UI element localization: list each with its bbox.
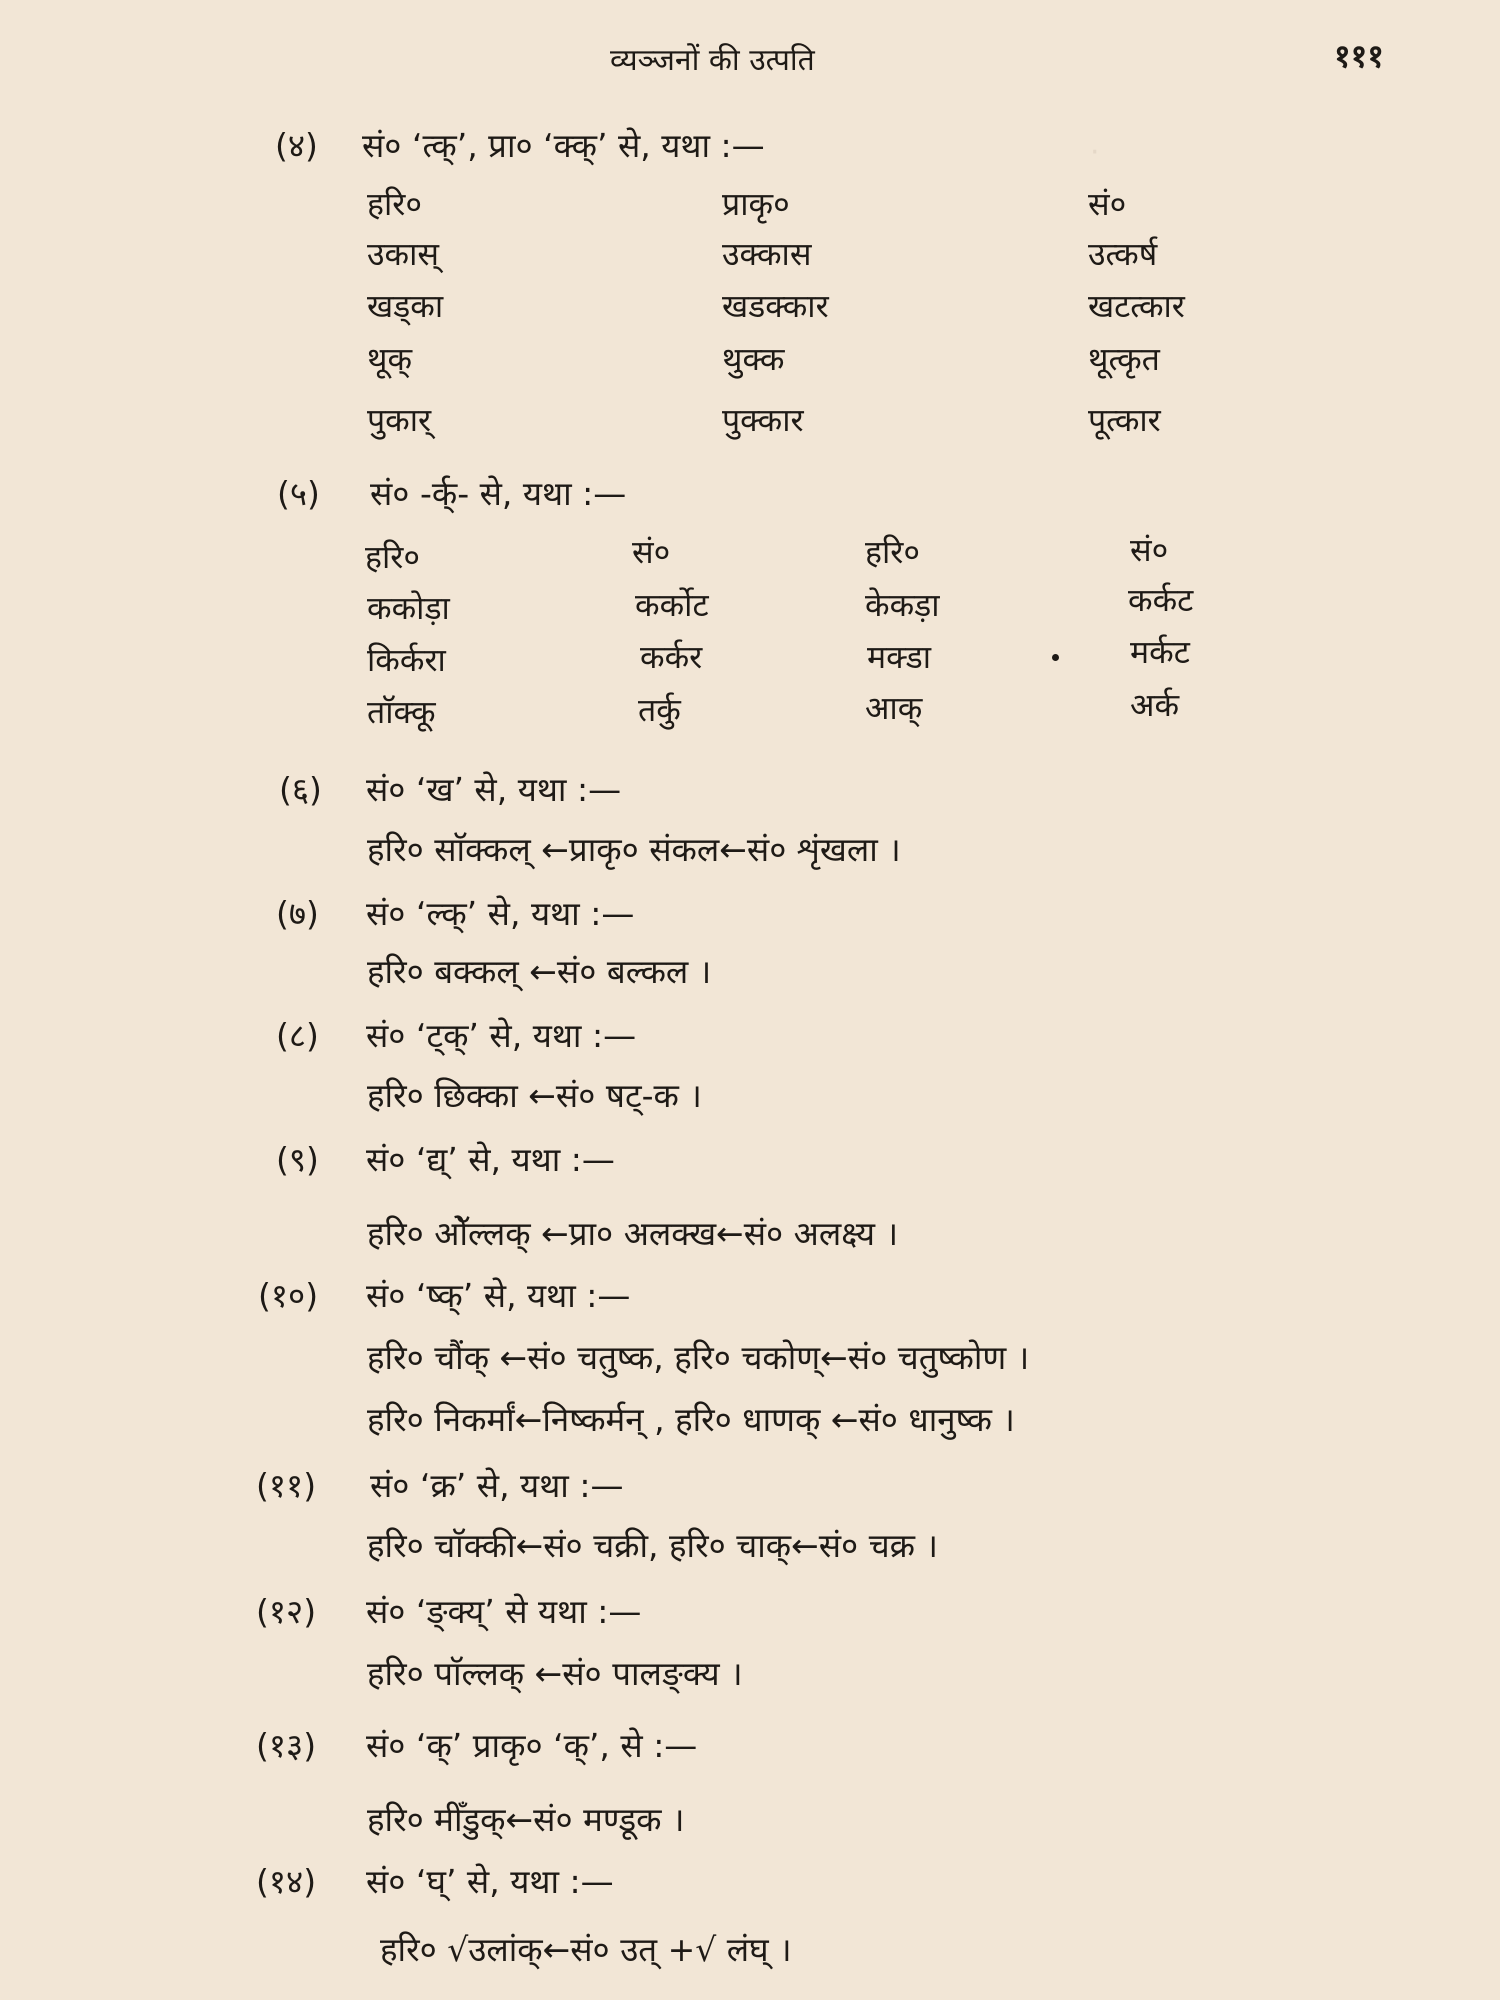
table-2-header: हरि० [365,538,421,576]
example-line: हरि० √उलांक्←सं० उत् +√ लंघ् । [380,1930,792,1969]
section-number: (९) [276,1140,319,1179]
table-2-cell: ककोड़ा [367,589,450,627]
table-1-cell: उत्कर्ष [1088,235,1158,273]
section-heading: सं० ‘ल्क्’ से, यथा :— [366,894,635,933]
table-2-cell: आक् [865,689,923,727]
running-header: व्यञ्जनों की उत्पति [610,43,815,78]
table-2-cell: ताॅक्कू [367,693,436,731]
example-line: हरि० चाॅक्की←सं० चक्री, हरि० चाक्←सं० चक्र । [367,1526,938,1565]
table-2-cell: मक्डा [867,638,932,676]
example-line: हरि० ओॅल्लक् ←प्रा० अलक्ख←सं० अलक्ष्य । [367,1214,899,1253]
table-1-cell: थूक् [367,340,413,378]
stray-mark [1052,654,1059,661]
table-2-cell: किर्करा [367,641,446,679]
section-number: (१४) [256,1862,317,1901]
example-line: हरि० चौंक् ←सं० चतुष्क, हरि० चकोण्←सं० चतुष्कोण । [367,1338,1030,1377]
table-1-cell: पुक्कार [722,401,804,439]
section-number: (११) [256,1466,317,1505]
table-2-cell: अर्क [1130,686,1180,724]
table-1-cell: पूत्कार [1088,401,1161,439]
section-heading: सं० ‘ष्क्’ से, यथा :— [366,1276,631,1315]
section-number: (८) [276,1016,319,1055]
section-number: (७) [276,894,319,933]
table-1-header: प्राकृ० [722,185,790,223]
example-line: हरि० छिक्का ←सं० षट्-क । [367,1076,702,1115]
section-heading: सं० ‘घ्’ से, यथा :— [366,1862,614,1901]
section-heading: सं० ‘ङ्क्य्’ से यथा :— [366,1592,642,1631]
table-2-cell: कर्कोट [635,586,709,624]
section-heading: सं० ‘त्क्’, प्रा० ‘क्क्’ से, यथा :— [362,126,765,165]
section-number: (१३) [256,1726,317,1765]
table-1-cell: थूत्कृत [1088,340,1160,378]
table-1-cell: पुकार् [367,401,432,439]
section-heading: सं० -र्क्- से, यथा :— [370,474,627,513]
example-line: हरि० निकर्मां←निष्कर्मन् , हरि० धाणक् ←सं० धानुष्क । [367,1400,1015,1439]
page-number: १११ [1334,37,1384,75]
table-2-cell: मर्कट [1130,633,1190,671]
table-2-cell: कर्कर [640,638,703,676]
table-2-cell: तर्कु [638,691,681,729]
table-2-cell: केकड़ा [865,586,940,624]
table-1-header: हरि० [367,185,423,223]
section-number: (६) [279,770,322,809]
section-heading: सं० ‘क्र’ से, यथा :— [370,1466,624,1505]
section-number: (४) [275,126,318,165]
example-line: हरि० बक्कल् ←सं० बल्कल । [367,952,712,991]
bleed-through-text: · [1090,135,1100,170]
table-2-header: सं० [632,533,671,571]
section-heading: सं० ‘क्’ प्राकृ० ‘क्’, से :— [366,1726,698,1765]
table-2-cell: कर्कट [1128,581,1194,619]
example-line: हरि० पाॅल्लक् ←सं० पालङ्क्य । [367,1654,743,1693]
example-line: हरि० मीँडुक्←सं० मण्डूक । [367,1800,685,1839]
table-1-cell: उकास् [367,235,440,273]
section-heading: सं० ‘ख’ से, यथा :— [366,770,622,809]
section-number: (१०) [258,1276,319,1315]
table-2-header: हरि० [865,533,921,571]
table-1-cell: खड्का [367,287,444,325]
table-1-cell: थुक्क [722,340,785,378]
section-number: (५) [277,474,320,513]
table-1-cell: खटत्कार [1088,287,1185,325]
section-heading: सं० ‘ट्क्’ से, यथा :— [366,1016,637,1055]
section-heading: सं० ‘द्य्’ से, यथा :— [366,1140,615,1179]
table-2-header: सं० [1130,531,1169,569]
table-1-header: सं० [1088,185,1127,223]
example-line: हरि० साॅक्कल् ←प्राकृ० संकल←सं० शृंखला । [367,830,901,869]
section-number: (१२) [256,1592,317,1631]
table-1-cell: उक्कास [722,235,812,273]
table-1-cell: खडक्कार [722,287,829,325]
